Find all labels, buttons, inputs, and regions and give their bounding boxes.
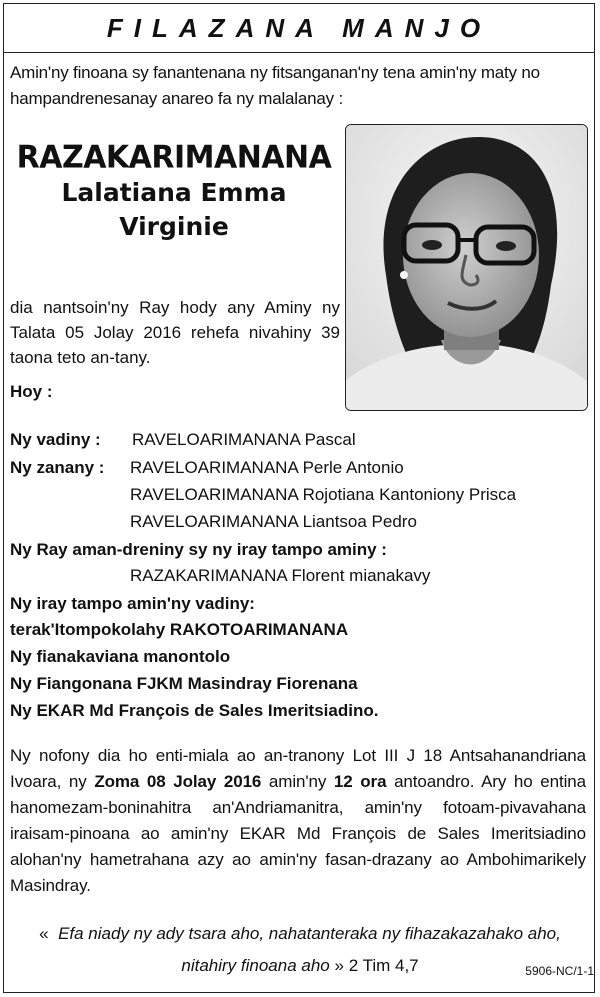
other-family-3: Ny fianakaviana manontolo xyxy=(10,647,231,666)
quote-close-mark: » xyxy=(334,956,344,975)
funeral-date: Zoma 08 Jolay 2016 xyxy=(94,772,262,791)
deceased-name xyxy=(14,140,334,244)
death-notice: dia nantsoin'ny Ray hody any Aminy ny Talata 05 Jolay 2016 rehefa nivahiny 39 taona teto an-tany. xyxy=(10,298,340,367)
children-line xyxy=(10,455,404,481)
other-family-1: Ny iray tampo amin'ny vadiny: xyxy=(10,594,255,613)
child-name-3: RAVELOARIMANANA Liantsoa Pedro xyxy=(130,512,417,531)
portrait-image xyxy=(346,125,588,411)
siblings-name: RAZAKARIMANANA Florent mianakavy xyxy=(130,566,431,585)
other-family-2: terak'Itompokolahy RAKOTOARIMANANA xyxy=(10,620,349,639)
deceased-given-name-1: Lalatiana Emma xyxy=(61,178,287,207)
funeral-time: 12 ora xyxy=(333,772,387,791)
funeral-text-1: Ny nofony dia ho enti-miala ao an-tranony Lot III J 18 Antsahanandriana Ivoara, ny xyxy=(10,746,586,791)
child-name-2: RAVELOARIMANANA Rojotiana Kantoniony Prisca xyxy=(130,485,517,504)
bible-quote xyxy=(0,918,600,982)
deceased-given-name-2: Virginie xyxy=(119,212,229,241)
intro-text: Amin'ny finoana sy fanantenana ny fitsanganan'ny tena amin'ny maty no hampandrenesanay anareo fa ny malalanay : xyxy=(10,63,540,108)
ad-code: 5906-NC/1-1 xyxy=(525,964,594,978)
spouse-name: RAVELOARIMANANA Pascal xyxy=(132,430,356,449)
quote-line-1 xyxy=(0,918,600,950)
funeral-details xyxy=(10,743,586,899)
spouse-label: Ny vadiny : xyxy=(10,430,101,449)
funeral-text-3: antoandro. Ary ho entina hanomezam-boninahitra an'Andriamanitra, amin'ny fotoam-pivavahana iraisam-pinoana ao amin'ny EKAR Md François de Sales Imeritsiadino alohan'ny hametrahana azy ao amin'ny fasan-drazany ao Ambohimarikely Masindray. xyxy=(10,772,586,895)
quote-text-1: Efa niady ny ady tsara aho, nahatanteraka ny fihazakazahako aho, xyxy=(58,924,561,943)
spouse-line xyxy=(10,427,356,453)
siblings-label: Ny Ray aman-dreniny sy ny iray tampo aminy : xyxy=(10,540,387,559)
quote-line-2 xyxy=(0,950,600,982)
quote-open-mark: « xyxy=(39,924,49,943)
other-family-5: Ny EKAR Md François de Sales Imeritsiadino. xyxy=(10,701,379,720)
hoy-label: Hoy : xyxy=(10,382,53,401)
portrait-photo xyxy=(345,124,588,411)
page-title: FILAZANA MANJO xyxy=(106,12,492,43)
child-name-1: RAVELOARIMANANA Perle Antonio xyxy=(130,458,404,477)
deceased-surname: RAZAKARIMANANA xyxy=(16,139,332,176)
children-label: Ny zanany : xyxy=(10,458,105,477)
other-family-4: Ny Fiangonana FJKM Masindray Fiorenana xyxy=(10,674,358,693)
quote-reference: 2 Tim 4,7 xyxy=(348,956,419,975)
header xyxy=(4,4,594,53)
funeral-text-2: amin'ny xyxy=(261,772,334,791)
quote-text-2: nitahiry finoana aho xyxy=(181,956,330,975)
